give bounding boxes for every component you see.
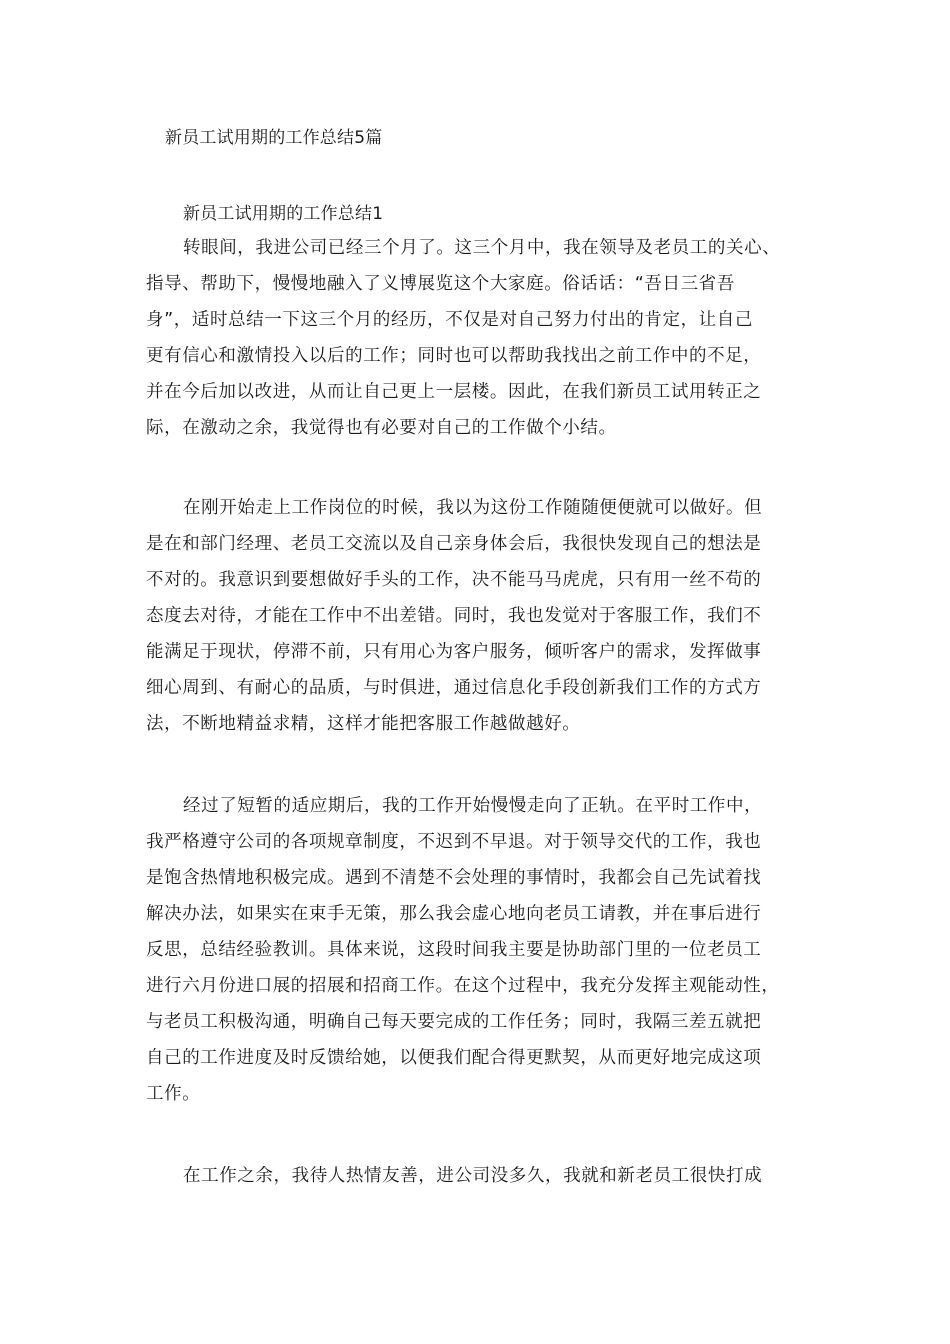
paragraph-line: 自己的工作进度及时反馈给她，以便我们配合得更默契，从而更好地完成这项: [146, 1048, 762, 1068]
paragraph-line: 法，不断地精益求精，这样才能把客服工作越做越好。: [146, 714, 581, 734]
paragraph-line: 工作。: [146, 1084, 201, 1104]
paragraph-line: 转眼间，我进公司已经三个月了。这三个月中，我在领导及老员工的关心、: [183, 238, 781, 258]
paragraph-line: 经过了短暂的适应期后，我的工作开始慢慢走向了正轨。在平时工作中，: [183, 796, 763, 816]
paragraph-line: 与老员工积极沟通，明确自己每天要完成的工作任务；同时，我隔三差五就把: [146, 1012, 762, 1032]
paragraph-3: [146, 788, 806, 1112]
paragraph-line: 并在今后加以改进，从而让自己更上一层楼。因此，在我们新员工试用转正之: [146, 382, 762, 402]
paragraph-line: 进行六月份进口展的招展和招商工作。在这个过程中，我充分发挥主观能动性，: [146, 976, 780, 996]
paragraph-line: 在工作之余，我待人热情友善，进公司没多久，我就和新老员工很快打成: [183, 1166, 763, 1186]
paragraph-line: 能满足于现状，停滞不前，只有用心为客户服务，倾听客户的需求，发挥做事: [146, 642, 762, 662]
document-title: 新员工试用期的工作总结5篇: [165, 128, 383, 148]
paragraph-line: 更有信心和激情投入以后的工作；同时也可以帮助我找出之前工作中的不足，: [146, 346, 762, 366]
paragraph-line: 态度去对待，才能在工作中不出差错。同时，我也发觉对于客服工作，我们不: [146, 606, 762, 626]
paragraph-line: 际，在激动之余，我觉得也有必要对自己的工作做个小结。: [146, 418, 617, 438]
paragraph-line: 身”，适时总结一下这三个月的经历，不仅是对自己努力付出的肯定，让自己: [146, 310, 753, 330]
paragraph-line: 是饱含热情地积极完成。遇到不清楚不会处理的事情时，我都会自己先试着找: [146, 868, 762, 888]
paragraph-line: 细心周到、有耐心的品质，与时俱进，通过信息化手段创新我们工作的方式方: [146, 678, 762, 698]
paragraph-1: [146, 230, 806, 446]
paragraph-4: [146, 1158, 806, 1194]
paragraph-line: 指导、帮助下，慢慢地融入了义博展览这个大家庭。俗话话：“吾日三省吾: [146, 274, 735, 294]
section-title: 新员工试用期的工作总结1: [183, 204, 384, 224]
paragraph-line: 在刚开始走上工作岗位的时候，我以为这份工作随随便便就可以做好。但: [183, 498, 763, 518]
paragraph-line: 解决办法，如果实在束手无策，那么我会虚心地向老员工请教，并在事后进行: [146, 904, 762, 924]
paragraph-line: 不对的。我意识到要想做好手头的工作，决不能马马虎虎，只有用一丝不苟的: [146, 570, 762, 590]
paragraph-line: 是在和部门经理、老员工交流以及自己亲身体会后，我很快发现自己的想法是: [146, 534, 762, 554]
paragraph-2: [146, 490, 806, 742]
paragraph-line: 我严格遵守公司的各项规章制度，不迟到不早退。对于领导交代的工作，我也: [146, 832, 762, 852]
paragraph-line: 反思，总结经验教训。具体来说，这段时间我主要是协助部门里的一位老员工: [146, 940, 762, 960]
